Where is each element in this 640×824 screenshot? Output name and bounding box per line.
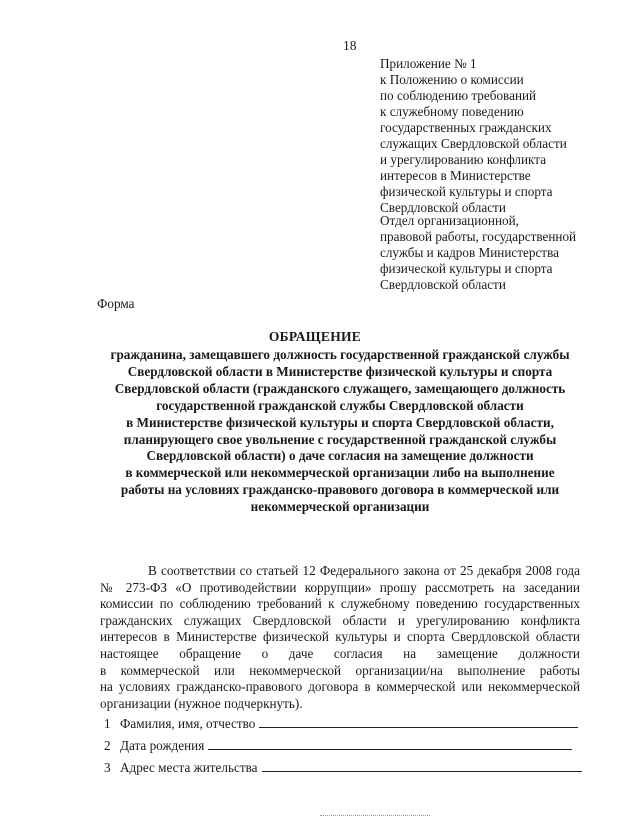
subtitle-line: Свердловской области) о даче согласия на замещение должности [146,448,534,464]
department-line: правовой работы, государственной [380,229,577,244]
department-line: Свердловской области [380,277,506,292]
body-line: организации (нужное подчеркнуть). [100,695,303,711]
department-line: физической культуры и спорта [380,261,553,276]
field-label: Адрес места жительства [120,760,258,775]
body-line: на условиях гражданско-правового договора в коммерческой или некоммерческой [100,679,580,695]
form-label: Форма [97,296,135,311]
body-line: В соответствии со статьей 12 Федерального закона от 25 декабря 2008 года [148,563,580,578]
appendix-line: по соблюдению требований [380,88,537,103]
field-address [104,760,584,782]
form-fields [104,716,584,782]
body-line: комиссии по соблюдению требований к служебному поведению государственных [100,596,580,612]
body-paragraph [100,563,580,712]
department-line: службы и кадров Министерства [380,245,559,260]
body-line: настоящее обращение о даче согласия на замещение должности [100,645,580,661]
appendix-block [380,56,600,216]
field-number: 1 [104,716,111,731]
page-number: 18 [343,38,357,53]
department-block [380,213,610,293]
field-number: 2 [104,738,111,753]
body-line: в коммерческой или некоммерческой организации/на выполнение работы [100,662,580,678]
fill-in-line[interactable] [208,738,572,750]
appendix-line: физической культуры и спорта [380,184,553,199]
subtitle-line: Свердловской области (гражданского служащего, замещающего должность [114,380,566,396]
body-line: гражданских служащих Свердловской области и урегулированию конфликта [100,612,580,628]
field-full-name [104,716,584,738]
subtitle-line: некоммерческой организации [250,499,430,515]
subtitle-line: в коммерческой или некоммерческой организации либо на выполнение [125,465,555,481]
field-label: Дата рождения [120,738,205,753]
field-birth-date [104,738,584,760]
subtitle-line: гражданина, замещавшего должность государственной гражданской службы [110,347,570,362]
appendix-line: к служебному поведению [380,104,524,119]
field-number: 3 [104,760,111,775]
appendix-line: к Положению о комиссии [380,72,524,87]
appendix-line: интересов в Министерстве [380,168,531,183]
body-line: интересов в Министерстве физической культуры и спорта Свердловской области [100,629,580,645]
field-label: Фамилия, имя, отчество [120,716,256,731]
fill-in-line[interactable] [262,760,582,772]
document-subtitle [90,347,590,516]
appendix-line: Приложение № 1 [380,56,477,71]
document-title: ОБРАЩЕНИЕ [268,329,362,344]
subtitle-line: работы на условиях гражданско-правового договора в коммерческой или [120,482,560,498]
fill-in-line[interactable] [259,716,578,728]
department-line: Отдел организационной, [380,213,519,228]
appendix-line: и урегулированию конфликта [380,152,547,167]
subtitle-line: в Министерстве физической культуры и спорта Свердловской области, [126,414,554,430]
subtitle-line: Свердловской области в Министерстве физической культуры и спорта [127,363,553,379]
appendix-line: государственных гражданских [380,120,552,135]
body-line: № 273-ФЗ «О противодействии коррупции» прошу рассмотреть на заседании [100,579,580,595]
subtitle-line: государственной гражданской службы Свердловской области [156,397,524,413]
subtitle-line: планирующего свое увольнение с государственной гражданской службы [123,431,557,447]
appendix-line: Свердловской области [380,200,506,215]
appendix-line: служащих Свердловской области [380,136,567,151]
scan-artifact [320,815,430,818]
